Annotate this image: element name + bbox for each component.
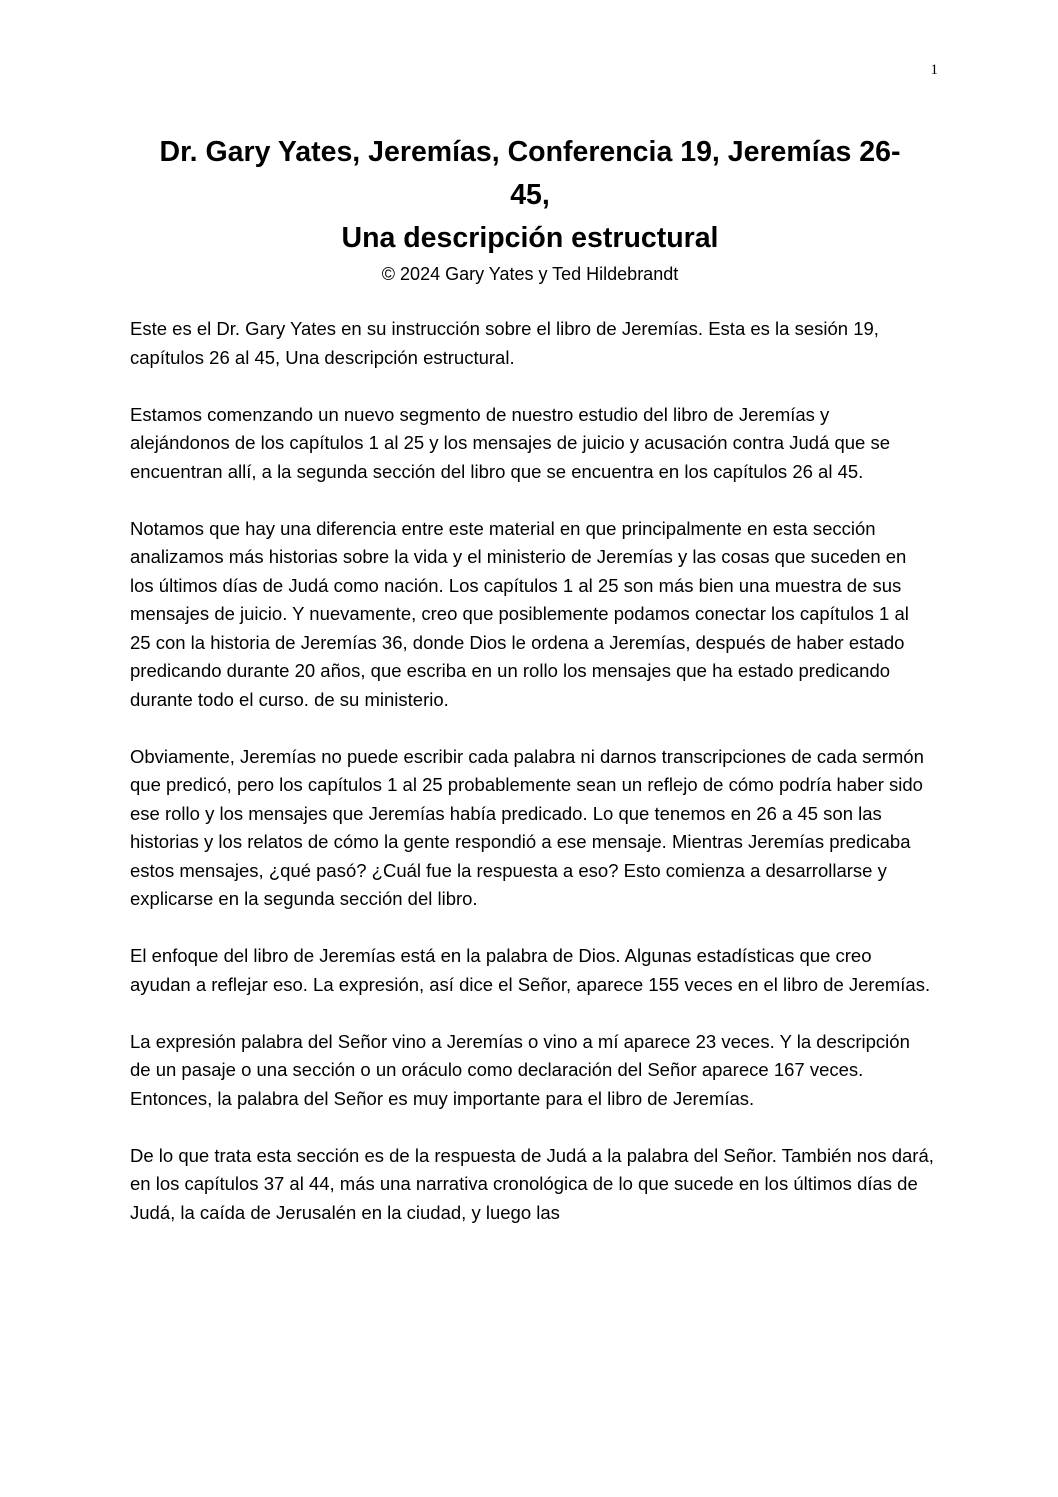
paragraph: De lo que trata esta sección es de la respuesta de Judá a la palabra del Señor. También nos dará, en los capítulos 37 al 44, más una narrativa cronológica de lo que sucede en los últimos días de Judá, la caída de Jerusalén en la ciudad, y luego las [130, 1144, 934, 1223]
copyright-line: © 2024 Gary Yates y Ted Hildebrandt [381, 264, 679, 284]
document-title [128, 131, 932, 260]
paragraph: Estamos comenzando un nuevo segmento de nuestro estudio del libro de Jeremías y alejándonos de los capítulos 1 al 25 y los mensajes de juicio y acusación contra Judá que se encuentran allí, a la segunda sección del libro que se encuentra en los capítulos 26 al 45. [130, 403, 890, 482]
title-line-3: Una descripción estructural [341, 222, 719, 254]
title-line-2: 45, [510, 179, 550, 211]
paragraph: Notamos que hay una diferencia entre este material en que principalmente en esta sección analizamos más historias sobre la vida y el ministerio de Jeremías y las cosas que suceden en los últimos días de Judá como nación. Los capítulos 1 al 25 son más bien una muestra de sus mensajes de juicio. Y nuevamente, creo que posiblemente podamos conectar los capítulos 1 al 25 con la historia de Jeremías 36, donde Dios le ordena a Jeremías, después de haber estado predicando durante 20 años, que escriba en un rollo los mensajes que ha estado predicando durante todo el curso. de su ministerio. [130, 517, 909, 710]
page-number: 1 [930, 62, 938, 78]
title-line-1: Dr. Gary Yates, Jeremías, Conferencia 19, Jeremías 26- [159, 136, 901, 168]
paragraph: Este es el Dr. Gary Yates en su instrucción sobre el libro de Jeremías. Esta es la sesión 19, capítulos 26 al 45, Una descripción estructural. [130, 318, 879, 368]
paragraph: Obviamente, Jeremías no puede escribir cada palabra ni darnos transcripciones de cada sermón que predicó, pero los capítulos 1 al 25 probablemente sean un reflejo de cómo podría haber sido ese rollo y los mensajes que Jeremías había predicado. Lo que tenemos en 26 a 45 son las historias y los relatos de cómo la gente respondió a ese mensaje. Mientras Jeremías predicaba estos mensajes, ¿qué pasó? ¿Cuál fue la respuesta a eso? Esto comienza a desarrollarse y explicarse en la segunda sección del libro. [130, 745, 924, 909]
paragraph: El enfoque del libro de Jeremías está en la palabra de Dios. Algunas estadísticas que creo ayudan a reflejar eso. La expresión, así dice el Señor, aparece 155 veces en el libro de Jeremías. [130, 945, 931, 995]
paragraph: La expresión palabra del Señor vino a Jeremías o vino a mí aparece 23 veces. Y la descripción de un pasaje o una sección o un oráculo como declaración del Señor aparece 167 veces. Entonces, la palabra del Señor es muy importante para el libro de Jeremías. [130, 1030, 910, 1109]
body-text [130, 315, 934, 1256]
title-block [128, 131, 932, 289]
